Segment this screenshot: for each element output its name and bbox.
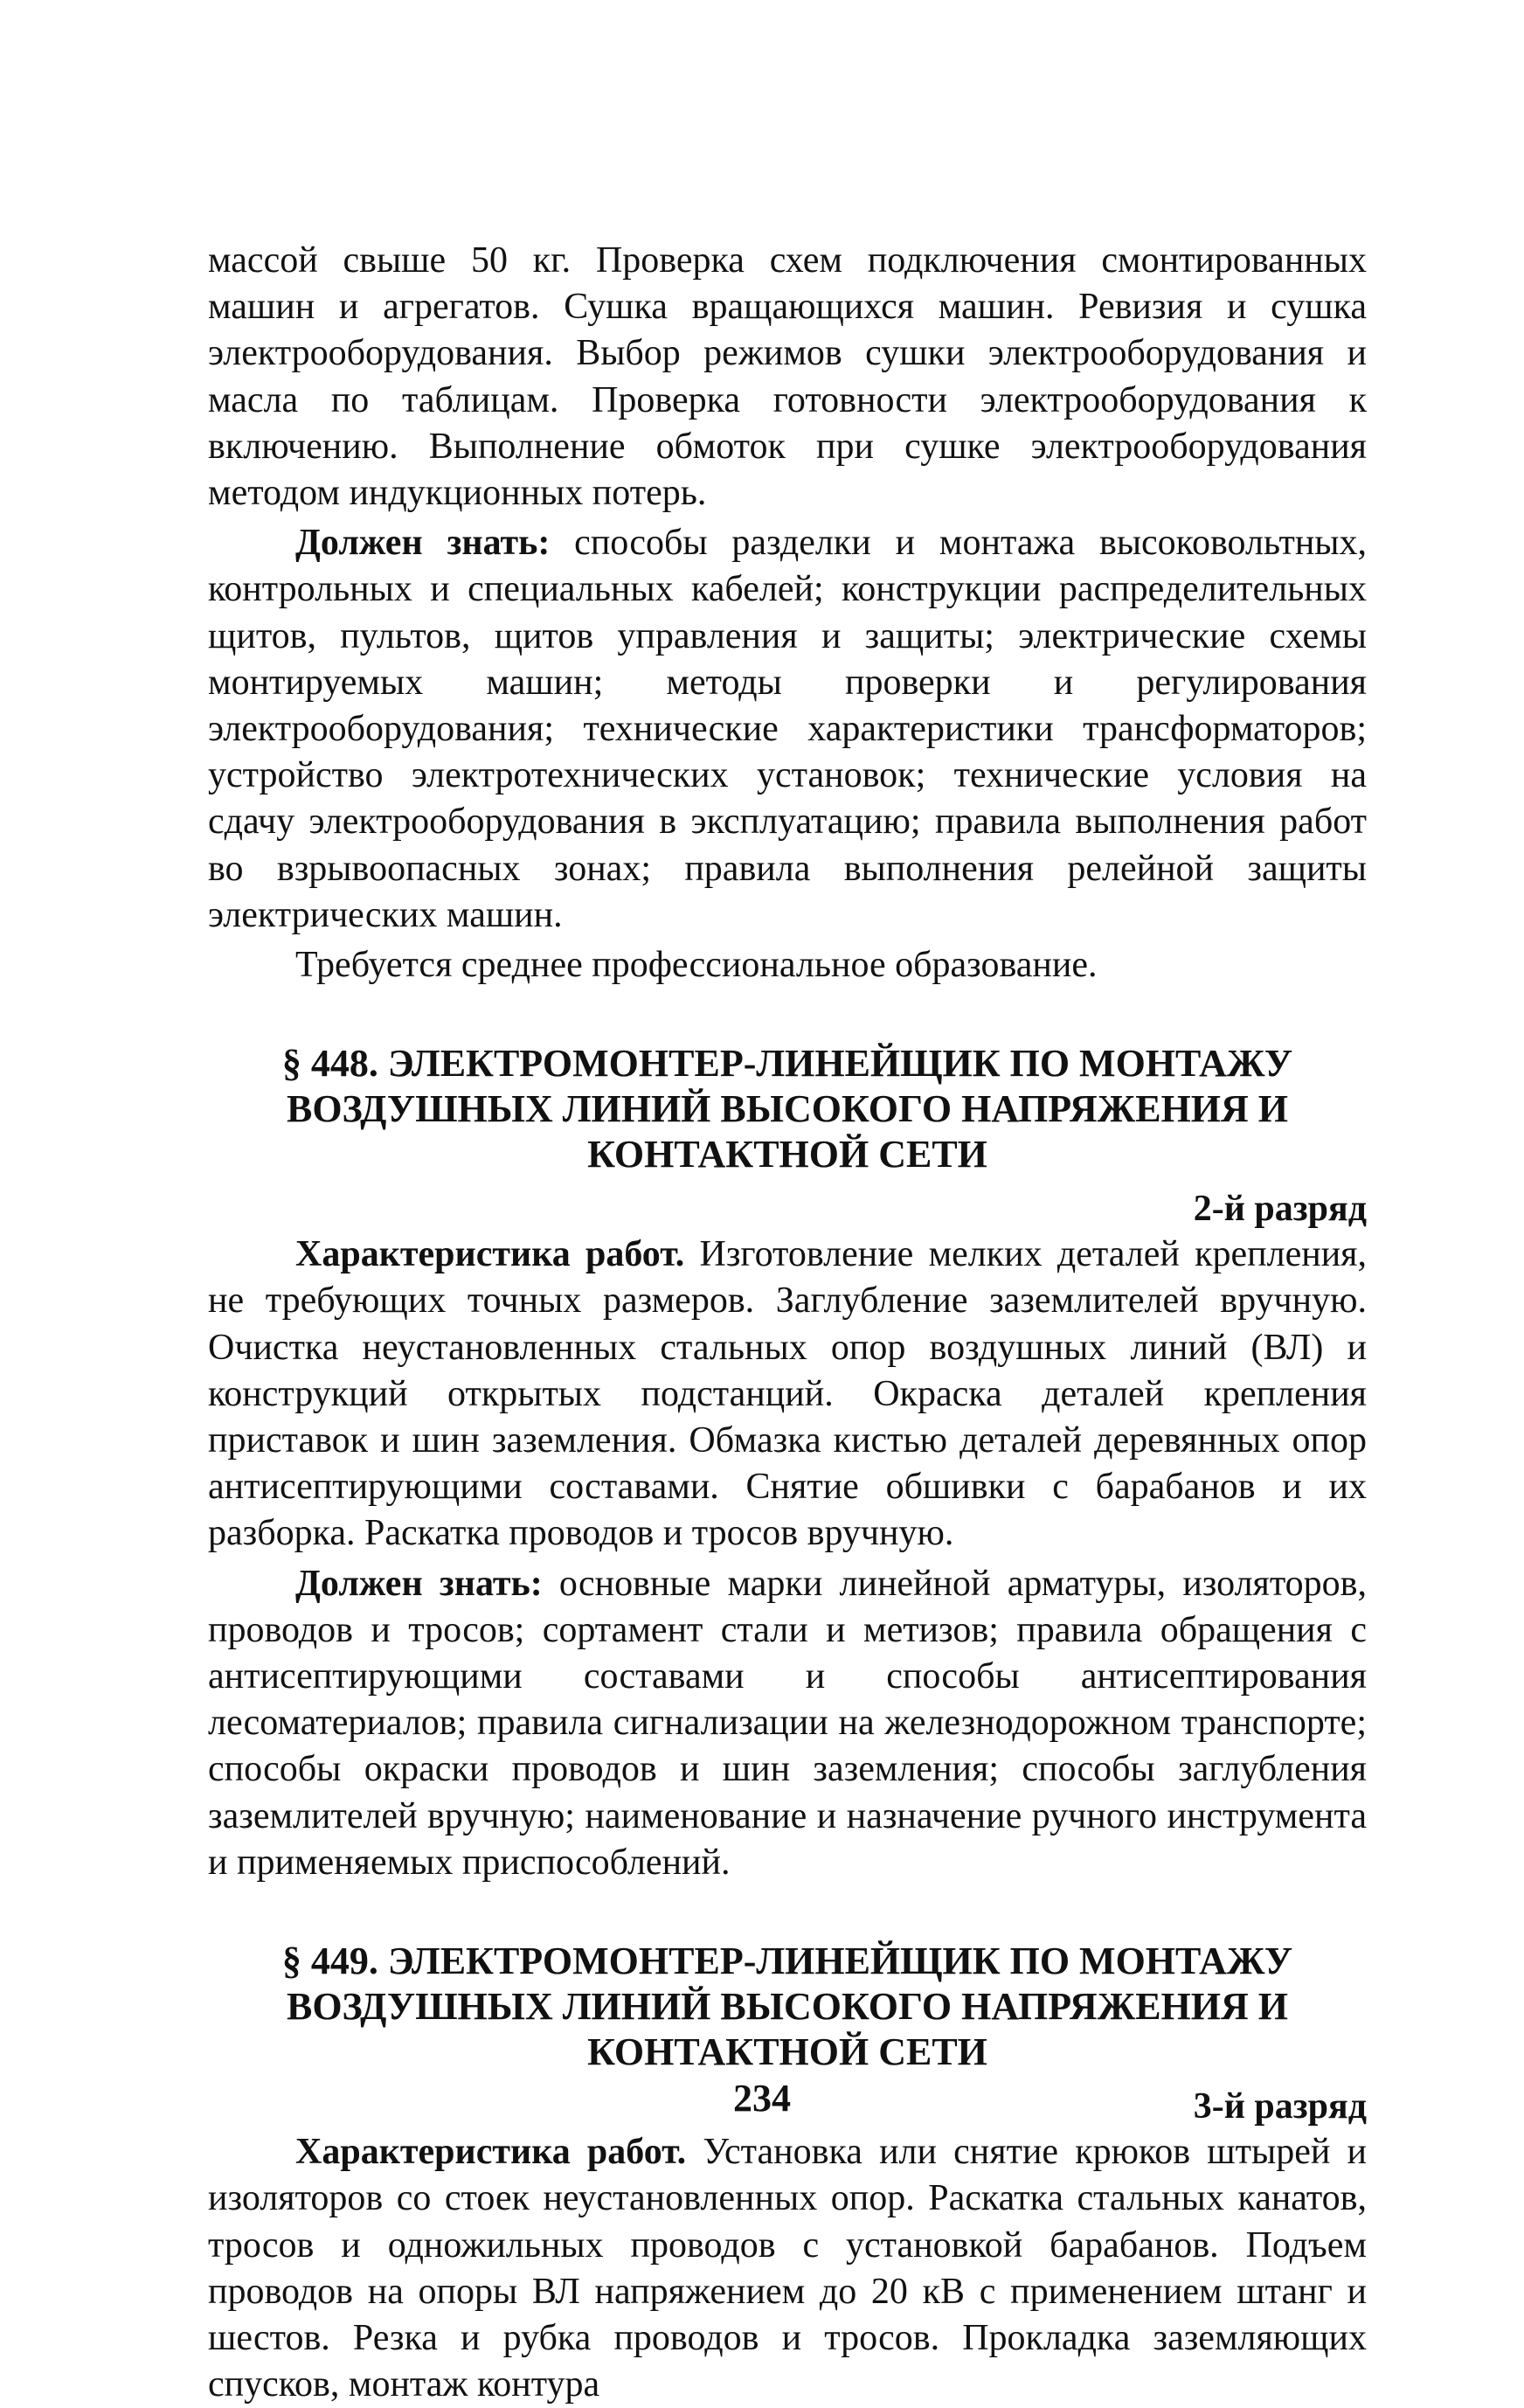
section-448-title-line-3: КОНТАКТНОЙ СЕТИ	[587, 1133, 987, 1176]
section-449	[208, 1939, 1367, 2408]
section-449-characteristics-text: Установка или снятие крюков штырей и изоляторов со стоек неустановленных опор. Раскатка стальных канатов, тросов и одножильных проводов с установкой барабанов. Подъем проводов на опоры ВЛ напряжением до 20 кВ с применением штанг и шестов. Резка и рубка проводов и тросов. Прокладка заземляющих спусков, монтаж контура	[208, 2132, 1367, 2405]
must-know-paragraph	[208, 520, 1367, 939]
top-paragraph: массой свыше 50 кг. Проверка схем подключения смонтированных машин и агрегатов. Сушка вращающихся машин. Ревизия и сушка электрооборудования. Выбор режимов сушки электрооборудования и масла по таблицам. Проверка готовности электрооборудования к включению. Выполнение обмоток при сушке электрооборудования методом индукционных потерь.	[208, 240, 1367, 514]
section-448-title-line-1: § 448. ЭЛЕКТРОМОНТЕР-ЛИНЕЙЩИК ПО МОНТАЖУ	[281, 1042, 1293, 1086]
section-448-must-know-lead: Должен знать:	[295, 1563, 543, 1604]
section-449-title-line-1: § 449. ЭЛЕКТРОМОНТЕР-ЛИНЕЙЩИК ПО МОНТАЖУ	[281, 1940, 1293, 1983]
section-448-characteristics	[208, 1232, 1367, 1557]
section-449-title	[208, 1939, 1367, 2075]
section-449-grade: 3-й разряд	[1193, 2086, 1367, 2127]
section-448-title	[208, 1041, 1367, 1177]
section-449-title-line-2: ВОЗДУШНЫХ ЛИНИЙ ВЫСОКОГО НАПРЯЖЕНИЯ И	[286, 1985, 1289, 2029]
section-448-title-line-2: ВОЗДУШНЫХ ЛИНИЙ ВЫСОКОГО НАПРЯЖЕНИЯ И	[286, 1087, 1289, 1131]
section-448-characteristics-lead: Характеристика работ.	[295, 1234, 685, 1275]
section-448-must-know	[208, 1561, 1367, 1886]
page-number: 234	[733, 2077, 791, 2120]
section-448	[208, 1041, 1367, 1886]
section-449-characteristics	[208, 2129, 1367, 2408]
section-449-characteristics-lead: Характеристика работ.	[295, 2132, 687, 2173]
must-know-lead: Должен знать:	[295, 523, 551, 564]
section-449-title-line-3: КОНТАКТНОЙ СЕТИ	[587, 2030, 987, 2074]
section-448-must-know-text: основные марки линейной арматуры, изоляторов, проводов и тросов; сортамент стали и метизов; правила обращения с антисептирующими составами и способы антисептирования лесоматериалов; правила сигнализации на железнодорожном транспорте; способы окраски проводов и шин заземления; способы заглубления заземлителей вручную; наименование и назначение ручного инструмента и применяемых приспособлений.	[208, 1563, 1368, 1883]
section-448-characteristics-text: Изготовление мелких деталей крепления, не требующих точных размеров. Заглубление заземлителей вручную. Очистка неустановленных стальных опор воздушных линий (ВЛ) и конструкций открытых подстанций. Окраска деталей крепления приставок и шин заземления. Обмазка кистью деталей деревянных опор антисептирующими составами. Снятие обшивки с барабанов и их разборка. Раскатка проводов и тросов вручную.	[208, 1234, 1367, 1554]
must-know-text: способы разделки и монтажа высоковольтных, контрольных и специальных кабелей; конструкции распределительных щитов, пультов, щитов управления и защиты; электрические схемы монтируемых машин; методы проверки и регулирования электрооборудования; технические характеристики трансформаторов; устройство электротехнических установок; технические условия на сдачу электрооборудования в эксплуатацию; правила выполнения работ во взрывоопасных зонах; правила выполнения релейной защиты электрических машин.	[208, 523, 1368, 935]
education-requirement: Требуется среднее профессиональное образование.	[295, 945, 1098, 986]
section-448-grade: 2-й разряд	[1193, 1189, 1367, 1230]
